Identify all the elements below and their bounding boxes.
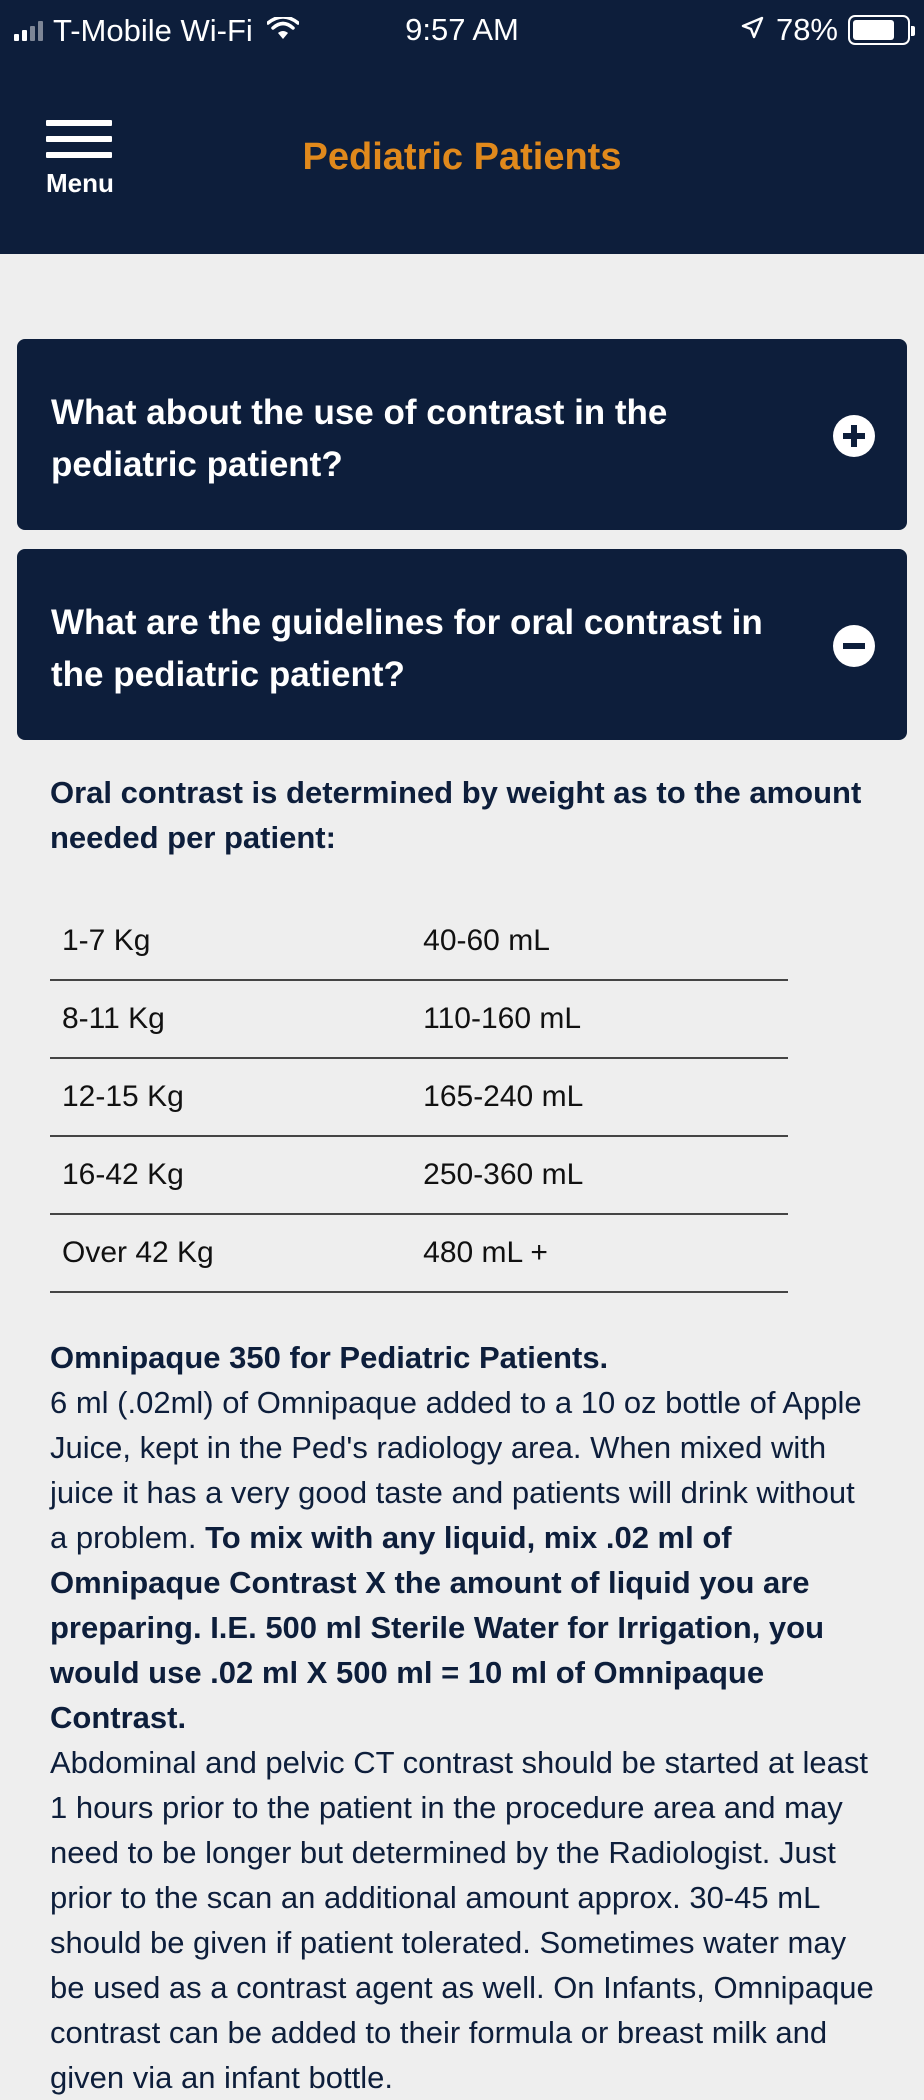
table-row bbox=[50, 902, 788, 980]
omnipaque-mixing-instructions: To mix with any liquid, mix .02 ml of Omnipaque Contrast X the amount of liquid you are preparing. I.E. 500 ml Sterile Water for Irrigation, you would use .02 ml X 500 ml = 10 ml of Omnipaque Contrast. bbox=[50, 1520, 825, 1735]
menu-label: Menu bbox=[46, 168, 114, 198]
accordion-content bbox=[50, 770, 880, 2100]
dosage-table bbox=[50, 902, 788, 1293]
volume-cell: 480 mL + bbox=[423, 1214, 788, 1292]
table-row bbox=[50, 1214, 788, 1292]
page-title: Pediatric Patients bbox=[302, 136, 622, 178]
accordion-question: What about the use of contrast in the pediatric patient? bbox=[51, 393, 668, 484]
weight-cell: 1-7 Kg bbox=[50, 902, 423, 980]
carrier-label: T-Mobile Wi-Fi bbox=[53, 13, 253, 48]
weight-cell: Over 42 Kg bbox=[50, 1214, 423, 1292]
status-right bbox=[740, 12, 910, 48]
accordion-item-contrast-use[interactable] bbox=[17, 339, 907, 530]
minus-circle-icon[interactable] bbox=[833, 625, 875, 667]
ct-contrast-text: Abdominal and pelvic CT contrast should be started at least 1 hours prior to the patient in the procedure area and may need to be longer but determined by the Radiologist. Just prior to the scan an additional amount approx. 30-45 mL should be given if patient tolerated. Sometimes water may be used as a contrast agent as well. On Infants, Omnipaque contrast can be added to their formula or breast milk and given via an infant bottle. bbox=[50, 1745, 874, 2095]
omnipaque-paragraph bbox=[50, 1335, 880, 2100]
omnipaque-title: Omnipaque 350 for Pediatric Patients. bbox=[50, 1340, 609, 1375]
battery-level bbox=[853, 20, 894, 40]
app-header bbox=[0, 62, 924, 254]
battery-percent: 78% bbox=[775, 12, 838, 47]
omnipaque-text: 6 ml (.02ml) of Omnipaque added to a 10 oz bottle of Apple Juice, kept in the Ped's radiology area. When mixed with juice it has a very good taste and patients will drink without a problem. bbox=[50, 1385, 862, 1555]
table-row bbox=[50, 1058, 788, 1136]
table-row bbox=[50, 980, 788, 1058]
volume-cell: 165-240 mL bbox=[423, 1058, 788, 1136]
battery-icon bbox=[848, 15, 910, 45]
volume-cell: 250-360 mL bbox=[423, 1136, 788, 1214]
volume-cell: 40-60 mL bbox=[423, 902, 788, 980]
accordion-item-oral-contrast[interactable] bbox=[17, 549, 907, 740]
accordion-question: What are the guidelines for oral contrast in the pediatric patient? bbox=[51, 603, 763, 694]
plus-circle-icon[interactable] bbox=[833, 415, 875, 457]
location-arrow-icon bbox=[740, 12, 764, 48]
clock: 9:57 AM bbox=[405, 12, 519, 47]
intro-text: Oral contrast is determined by weight as to the amount needed per patient: bbox=[50, 775, 862, 855]
weight-cell: 8-11 Kg bbox=[50, 980, 423, 1058]
table-row bbox=[50, 1136, 788, 1214]
status-bar bbox=[0, 0, 924, 62]
weight-cell: 12-15 Kg bbox=[50, 1058, 423, 1136]
weight-cell: 16-42 Kg bbox=[50, 1136, 423, 1214]
volume-cell: 110-160 mL bbox=[423, 980, 788, 1058]
